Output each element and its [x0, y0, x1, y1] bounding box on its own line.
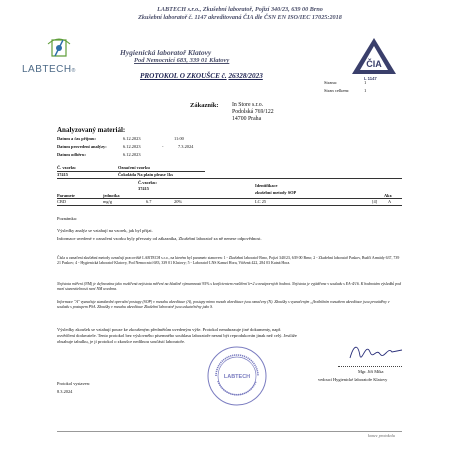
note-p4: Nejistota měření (NM) je definována jako rozšířená nejistota měření na hladině významnosti 95% s koeficientem rozšíření k=2 u nezáporných hodnot. Nejistota je vyjádřena v souladu s EA-4/16. K hodnotám výsledků pod mezí stanovitelnosti není NM uvedena. [57, 282, 402, 291]
table-sample-header: Č.vzorku: [138, 180, 157, 185]
issued-date: 8.3.2024 [57, 389, 73, 394]
note-p3: Čísla u označení zkušební metody označují pracoviště LABTECH s.r.o., na kterém byl parametr stanoven: 1 - Zkušební laboratoř Brno, Pojizí 340/23, 639 00 Brno; 2 - Zkušební laboratoř Paskov, Budčí Armády 637, 739 21 Paskov; 4 - Hygienická laboratoř Klatovy, Pod Nemocnicí 683, 339 01 Klatovy; 5 - Laboratoř LNS Kamzí Hora, Vítězná 422, 284 03 Kutná Hora. [57, 256, 400, 265]
labtech-wordmark-text: LABTECH [22, 64, 72, 75]
lab-address: Pod Nemocnicí 683, 339 01 Klatovy [134, 57, 230, 64]
footer-rule [57, 431, 402, 432]
customer-label: Zákazník: [190, 102, 219, 109]
page-value: 1 [364, 80, 367, 85]
note-p6: Výsledky zkoušek se vztahují pouze ke zkoušeným předmětům uvedeným výše. Protokol nenahrazuje jiné dokumenty, např. osvědčení dodavatele. Tento protokol bez výslovného písemného souhlasu laboratoře nesmí být reprodukován jinak než celý. Jestliže obsahuje tabulku, je jí protokol o zkoušce nedílnou součástí laboratoře. [57, 327, 297, 344]
table-param-header: Parametr [57, 193, 76, 198]
signature-icon [346, 338, 406, 366]
note-p1: Výsledky analýz se vztahují na vzorek, jak byl přijat. [57, 228, 153, 233]
table-bottom-rule [57, 205, 402, 206]
signature-scribble [346, 338, 406, 366]
receipt-time: 11:00 [174, 136, 184, 141]
protocol-number: 26328/2023 [228, 72, 263, 80]
protocol-label: PROTOKOL O ZKOUŠCE č. [140, 72, 227, 80]
page-label: Strana: [324, 80, 338, 85]
table-sample-no: 37415 [138, 186, 149, 191]
signature-line [338, 366, 402, 367]
lab-stamp [206, 345, 268, 407]
table-ident-header: Identifikace [255, 183, 278, 188]
page-note: konec protokolu [368, 433, 395, 438]
table-row-method: LC 25 [255, 199, 267, 204]
pages-total-label: Stran celkem: [324, 88, 350, 93]
cia-triangle-icon [350, 36, 398, 76]
analysis-from: 6.12.2023 [123, 144, 141, 149]
sample-no: 37415 [57, 172, 68, 177]
signer-name: Mgr. Jiří Míka [358, 369, 384, 374]
table-row-unit: mg/g [103, 199, 113, 204]
table-row-param: CBD [57, 199, 67, 204]
issued-label: Protokol vystaven: [57, 381, 91, 386]
sampling-date: 6.12.2023 [123, 152, 141, 157]
header-line-2: Zkušební laboratoř č. 1147 akreditovaná ČIA dle ČSN EN ISO/IEC 17025:2018 [138, 14, 342, 21]
table-row-value: 6.7 [146, 199, 152, 204]
sample-no-header: Č. vzorku [57, 165, 76, 170]
registered-mark: ® [71, 68, 76, 74]
signer-role: vedoucí Hygienické laboratoře Klatovy [318, 377, 388, 382]
header-line-1: LABTECH s.r.o., Zkušební laboratoř, Pojizí 340/23, 639 00 Brno [157, 6, 323, 13]
labtech-wordmark [22, 64, 76, 76]
protocol-title [140, 72, 263, 81]
note-p5: Informace "A" vyznačuje standardní operační postupy (SOP) v rozsahu akreditace (A), postupy mimo rozsah akreditace jsou označeny (N). Zkoušky s vyznačeným „flexibilním rozsahem akreditace jsou prováděny v souladu s postupem PSA. Zkoušky v rozsahu akreditace Zkušební laboratoř jsou uskutečněny jako S. [57, 300, 390, 309]
stamp-text: LABTECH [223, 374, 251, 380]
sampling-label: Datum odběru: [57, 152, 86, 157]
sample-label-header: Označení vzorku [118, 165, 150, 170]
customer-name: In Store s.r.o. [232, 102, 264, 108]
lab-title: Hygienická laboratoř Klatovy [120, 48, 212, 57]
table-unit-header: jednotka [103, 193, 120, 198]
analysis-dash: - [162, 144, 164, 149]
customer-street: Podolská 769/122 [232, 109, 274, 115]
table-row-akr: A [388, 199, 392, 204]
analysis-label: Datum provedení analýzy: [57, 144, 107, 149]
section-title: Analyzovaný materiál: [57, 126, 126, 134]
pages-total-value: 1 [364, 88, 367, 93]
cia-number: L 1147 [364, 76, 377, 81]
receipt-date: 6.12.2023 [123, 136, 141, 141]
table-akr-header: Akr. [384, 193, 393, 198]
note-label: Poznámka: [57, 216, 77, 221]
svg-text:ČIA: ČIA [366, 59, 382, 69]
receipt-label: Datum a čas příjmu: [57, 136, 96, 141]
analysis-to: 7.3.2024 [178, 144, 194, 149]
customer-city: 14700 Praha [232, 116, 262, 122]
cia-accreditation-icon [350, 36, 398, 76]
table-top-rule [57, 178, 402, 179]
sample-label: Čokoláda Na plain please 1ks [118, 172, 174, 177]
stamp-icon [206, 345, 268, 407]
note-p2: Informace uvedené v označení vzorku byly převzaty od zákazníka, Zkušební laboratoř za ně nenese odpovědnost. [57, 236, 262, 241]
table-row-ref: [4] [372, 199, 378, 204]
table-row-uncert: 20% [174, 199, 183, 204]
table-method-header: zkušební metody SOP [255, 190, 297, 195]
